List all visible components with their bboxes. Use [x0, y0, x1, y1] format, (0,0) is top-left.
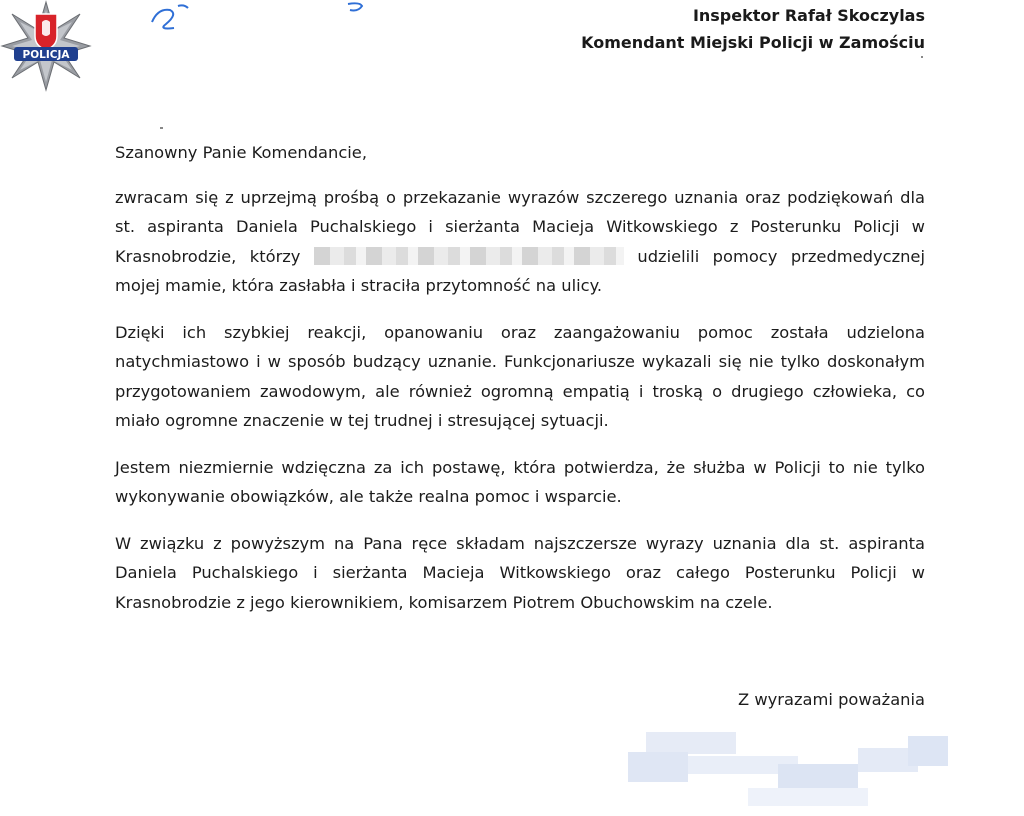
paragraph-2: Dzięki ich szybkiej reakcji, opanowaniu oraz zaangażowaniu pomoc została udzielona natychmiastowo i w sposób budzący uznanie. Funkcjonariusze wykazali się nie tylko doskonałym przygotowaniem zawodowym, ale również ogromną empatią i troską o drugiego człowieka, co miało ogromne znaczenie w tej trudnej i stresującej sytuacji. — [115, 322, 925, 430]
addressee-block — [581, 2, 925, 56]
paragraph-1 — [115, 183, 925, 301]
blurred-signature — [628, 728, 958, 810]
paragraph-3: Jestem niezmiernie wdzięczna za ich postawę, która potwierdza, że służba w Policji to nie tylko wykonywanie obowiązków, ale także realna pomoc i wsparcie. — [115, 457, 925, 506]
scan-speck — [160, 127, 163, 129]
paragraph-1-text-a: zwracam się z uprzejmą prośbą o przekazanie wyrazów szczerego uznania oraz podziękowań dla st. aspiranta Daniela Puchalskiego i sierżanta Macieja Witkowskiego z Posterunku Policji w Krasnobrodzie, którzy — [115, 187, 925, 266]
police-star-logo — [0, 0, 92, 92]
policja-text: POLICJA — [22, 49, 70, 61]
eagle-icon — [42, 20, 50, 36]
redacted-text — [314, 247, 624, 265]
scan-speck — [921, 56, 923, 58]
paragraph-1-text-b: udzielili pomocy przedmedycznej mojej mamie, która zasłabła i straciła przytomność na ulicy. — [115, 246, 925, 295]
paragraph-4: W związku z powyższym na Pana ręce składam najszczersze wyrazy uznania dla st. aspiranta Daniela Puchalskiego i sierżanta Macieja Witkowskiego oraz całego Posterunku Policji w Krasnobrodzie z jego kierownikiem, komisarzem Piotrem Obuchowskim na czele. — [115, 533, 925, 612]
addressee-title: Komendant Miejski Policji w Zamościu — [581, 33, 925, 52]
closing-line: Z wyrazami poważania — [738, 690, 925, 709]
addressee-name: Inspektor Rafał Skoczylas — [692, 6, 925, 25]
handwritten-signature-partial — [148, 0, 378, 36]
letter-body — [115, 138, 925, 634]
greeting: Szanowny Panie Komendancie, — [115, 143, 368, 162]
